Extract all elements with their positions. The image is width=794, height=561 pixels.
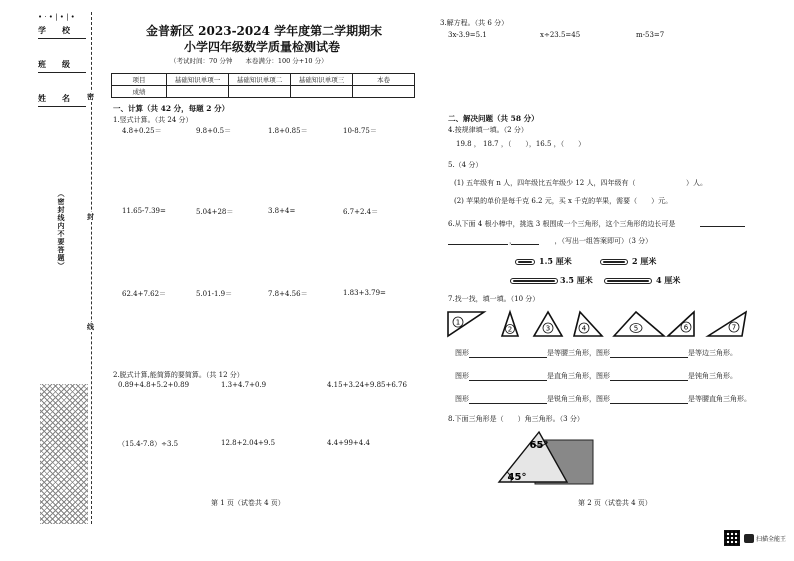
page1-footer: 第 1 页（试卷共 4 页） (211, 499, 285, 507)
score-input[interactable] (229, 86, 291, 98)
triangle-3[interactable] (534, 312, 562, 336)
score-table-header-row (112, 74, 415, 86)
q1-problem: 5.01-1.9＝ (196, 290, 233, 298)
scanner-watermark: 扫描全能王 (756, 536, 787, 543)
class-label: 班 级 (38, 59, 70, 69)
stick-1-5cm (515, 259, 535, 265)
score-input[interactable] (353, 86, 415, 98)
name-label: 姓 名 (38, 93, 70, 103)
triangle-6[interactable] (668, 312, 694, 336)
score-cell: 基础知识单项一 (167, 74, 229, 86)
q7-triangles (446, 310, 756, 340)
q2-problem: 12.8+2.04+9.5 (221, 439, 276, 447)
score-input[interactable] (291, 86, 353, 98)
q6-answer-line[interactable] (448, 244, 508, 245)
stick-3-5cm (510, 278, 558, 284)
triangle-1[interactable] (448, 312, 484, 336)
q7-answer-blank[interactable] (469, 350, 547, 358)
triangle-label: 2 (507, 325, 513, 334)
triangle-label: 6 (683, 323, 689, 332)
q6-title: 6.从下面 4 根小棒中，挑选 3 根围成一个三角形，这个三角形的边长可是 (448, 220, 676, 228)
q1-problem: 1.8+0.85＝ (268, 127, 308, 135)
q1-problem: 62.4+7.62＝ (122, 290, 167, 298)
q7-answer-blank[interactable] (610, 396, 688, 404)
q7-text: 图形 (455, 395, 469, 403)
exam-info: （考试时间：70 分钟 本卷满分：100 分+10 分） (170, 57, 328, 65)
q7-text: 是等腰直角三角形。 (688, 395, 751, 403)
score-table-value-row (112, 86, 415, 98)
angle-65-label: 65° (529, 440, 549, 451)
triangle-7[interactable] (708, 312, 746, 336)
q1-problem: 6.7+2.4＝ (343, 208, 379, 216)
q8-title: 8.下面三角形是（ ）角三角形。（3 分） (448, 415, 584, 423)
part1-heading: 一、计算（共 42 分，每题 2 分） (113, 104, 230, 113)
score-cell: 项目 (112, 74, 167, 86)
q7-fill-row-2 (455, 371, 737, 381)
q2-problem: 4.4+99+4.4 (327, 439, 370, 447)
q7-text: 是等边三角形。 (688, 349, 737, 357)
seal-dashed-line (91, 12, 92, 524)
triangle-label: 5 (633, 324, 639, 333)
q2-problem: 4.15+3.24+9.85+6.76 (327, 381, 407, 389)
q4-title: 4.按规律填一填。（2 分） (448, 126, 528, 134)
q3-title: 3.解方程。（共 6 分） (440, 19, 509, 27)
page2-footer: 第 2 页（试卷共 4 页） (578, 499, 652, 507)
school-field-line[interactable] (38, 38, 86, 39)
angle-45-label: 45° (507, 472, 527, 483)
q7-text: 图形 (455, 349, 469, 357)
name-field-line[interactable] (38, 106, 86, 107)
q1-title: 1.竖式计算。（共 24 分） (113, 116, 193, 124)
stick-label: 1.5 厘米 (539, 256, 572, 266)
q7-text: 是锐角三角形，图形 (547, 395, 610, 403)
seal-notice: （密封线内不要答题） (57, 190, 66, 270)
stick-4cm (604, 278, 652, 284)
school-label: 学 校 (38, 25, 70, 35)
q3-equation: m-53=7 (636, 31, 665, 39)
q3-equation: 3x-3.9=5.1 (448, 31, 487, 39)
triangle-label: 1 (455, 318, 461, 327)
q5-title: 5.（4 分） (448, 161, 483, 169)
q7-text: 图形 (455, 372, 469, 380)
q7-title: 7.找一找，填一填。（10 分） (448, 295, 540, 303)
score-cell: 本卷 (353, 74, 415, 86)
q7-answer-blank[interactable] (469, 396, 547, 404)
qr-code-icon (724, 530, 740, 546)
q6-line2: ， ，（写出一组答案即可）（3 分） (509, 237, 653, 245)
q1-problem: 9.8+0.5＝ (196, 127, 232, 135)
q5-sub1-a: (1) 五年级有 n 人，四年级比五年级少 12 人，四年级有（ (454, 179, 636, 187)
q4-sequence: 19.8 ， 18.7 ，（ ），16.5 ，（ ） (456, 140, 586, 148)
triangle-2[interactable] (502, 312, 518, 336)
sidebar-top-dots: • · • | • | • (38, 13, 75, 21)
q8-figure (495, 430, 605, 485)
q1-problem: 11.65-7.39= (122, 207, 166, 215)
stick-2cm (600, 259, 628, 265)
exam-title-line2: 小学四年级数学质量检测试卷 (184, 40, 341, 54)
seal-mark-feng: 封 (87, 212, 94, 221)
scanner-logo-icon (744, 534, 754, 543)
q7-text: 是钝角三角形。 (688, 372, 737, 380)
q1-problem: 7.8+4.56＝ (268, 290, 308, 298)
stick-label: 3.5 厘米 (560, 275, 593, 285)
q5-sub2: (2) 苹果的单价是每千克 6.2 元，买 x 千克的苹果，需要（ ）元。 (454, 197, 673, 205)
q7-fill-row-1 (455, 348, 737, 358)
seal-mark-xian: 线 (87, 322, 94, 331)
q1-problem: 1.83+3.79= (343, 289, 386, 297)
score-cell: 基础知识单项三 (291, 74, 353, 86)
triangle-5[interactable] (614, 312, 664, 336)
triangle-label: 7 (731, 323, 737, 332)
q1-problem: 10-8.75＝ (343, 127, 377, 135)
q1-problem: 4.8+0.25＝ (122, 127, 162, 135)
q2-problem: （15.4-7.8）÷3.5 (118, 440, 179, 448)
score-input[interactable] (167, 86, 229, 98)
q7-answer-blank[interactable] (469, 373, 547, 381)
class-field-line[interactable] (38, 72, 86, 73)
triangle-4[interactable] (574, 312, 602, 336)
q2-problem: 1.3+4.7+0.9 (221, 381, 267, 389)
q7-text: 是直角三角形，图形 (547, 372, 610, 380)
q7-text: 是等腰三角形，图形 (547, 349, 610, 357)
stick-label: 4 厘米 (656, 275, 681, 285)
triangle-label: 4 (581, 324, 587, 333)
score-table (111, 73, 415, 98)
triangle-label: 3 (545, 324, 551, 333)
score-cell: 基础知识单项二 (229, 74, 291, 86)
seal-mark-mi: 密 (87, 92, 94, 101)
q2-problem: 0.89+4.8+5.2+0.89 (118, 381, 190, 389)
q5-sub1-b: ）人。 (686, 179, 707, 187)
part2-heading: 二、解决问题（共 58 分） (448, 114, 539, 123)
q6-answer-line[interactable] (700, 226, 745, 227)
q7-answer-blank[interactable] (610, 350, 688, 358)
hatched-pattern (40, 384, 88, 524)
exam-title-line1: 金普新区 2023-2024 学年度第二学期期末 (146, 24, 383, 38)
q3-equation: x÷23.5=45 (540, 31, 581, 39)
stick-label: 2 厘米 (632, 256, 657, 266)
q7-answer-blank[interactable] (610, 373, 688, 381)
q1-problem: 3.8+4= (268, 207, 296, 215)
q2-title: 2.脱式计算,能简算的要简算。（共 12 分） (113, 371, 244, 379)
q7-fill-row-3 (455, 394, 751, 404)
score-cell: 成绩 (112, 86, 167, 98)
q1-problem: 5.04+28＝ (196, 208, 234, 216)
